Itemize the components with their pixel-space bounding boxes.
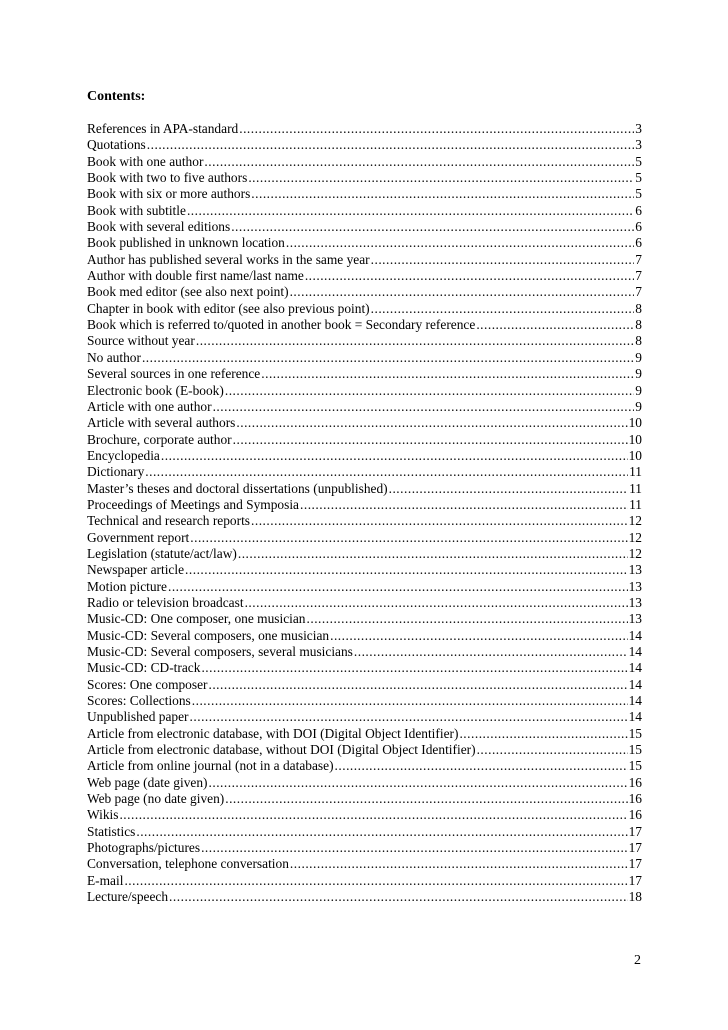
dot-leader: [169, 889, 628, 905]
dot-leader: [196, 333, 634, 349]
toc-entry-page: 12: [628, 529, 642, 545]
toc-entry[interactable]: [87, 644, 642, 660]
toc-entry-title: Article from electronic database, without DOI (Digital Object Identifier): [87, 742, 476, 758]
dot-leader: [136, 824, 627, 840]
dot-leader: [261, 366, 634, 382]
toc-entry[interactable]: [87, 513, 642, 529]
toc-entry-page: 10: [628, 415, 642, 431]
toc-entry-page: 16: [628, 774, 642, 790]
dot-leader: [307, 611, 628, 627]
toc-entry[interactable]: [87, 497, 642, 513]
toc-entry-title: Motion picture: [87, 578, 167, 594]
toc-entry-page: 6: [635, 202, 642, 218]
dot-leader: [201, 660, 627, 676]
toc-entry-title: Electronic book (E-book): [87, 382, 224, 398]
toc-entry-title: Photographs/pictures: [87, 840, 201, 856]
toc-entry-title: Proceedings of Meetings and Symposia: [87, 496, 299, 512]
toc-entry[interactable]: [87, 530, 642, 546]
toc-entry[interactable]: [87, 268, 642, 284]
toc-entry-title: Statistics: [87, 823, 136, 839]
toc-entry-page: 17: [628, 856, 642, 872]
toc-entry-title: Web page (no date given): [87, 791, 225, 807]
toc-entry[interactable]: [87, 186, 642, 202]
toc-entry-title: Article with one author: [87, 398, 212, 414]
dot-leader: [204, 154, 634, 170]
toc-entry-page: 14: [628, 676, 642, 692]
toc-entry[interactable]: [87, 284, 642, 300]
toc-entry-title: Technical and research reports: [87, 513, 251, 529]
toc-entry[interactable]: [87, 611, 642, 627]
toc-entry-page: 18: [628, 889, 642, 905]
page-number: 2: [634, 953, 641, 968]
toc-entry[interactable]: [87, 432, 642, 448]
toc-entry-title: Master’s theses and doctoral dissertations (unpublished): [87, 480, 388, 496]
dot-leader: [201, 840, 628, 856]
toc-entry[interactable]: [87, 628, 642, 644]
toc-entry-page: 9: [635, 366, 642, 382]
toc-entry-page: 13: [628, 611, 642, 627]
dot-leader: [286, 235, 634, 251]
toc-entry-title: Book with several editions: [87, 219, 231, 235]
toc-entry[interactable]: [87, 252, 642, 268]
toc-entry-page: 5: [635, 186, 642, 202]
toc-entry-title: Source without year: [87, 333, 195, 349]
toc-entry-page: 8: [635, 300, 642, 316]
toc-entry-title: Quotations: [87, 137, 146, 153]
toc-entry-title: Newspaper article: [87, 562, 185, 578]
toc-entry-page: 12: [628, 513, 642, 529]
toc-entry[interactable]: [87, 824, 642, 840]
toc-entry[interactable]: [87, 399, 642, 415]
toc-entry-page: 11: [629, 480, 642, 496]
toc-entry[interactable]: [87, 366, 642, 382]
toc-entry[interactable]: [87, 791, 642, 807]
toc-entry[interactable]: [87, 562, 642, 578]
toc-entry-title: Article from electronic database, with DOI (Digital Object Identifier): [87, 725, 459, 741]
toc-entry-page: 10: [628, 447, 642, 463]
toc-entry-title: Several sources in one reference: [87, 366, 261, 382]
toc-entry-page: 17: [628, 872, 642, 888]
toc-entry-page: 8: [635, 317, 642, 333]
toc-entry-title: Conversation, telephone conversation: [87, 856, 289, 872]
toc-entry-page: 7: [635, 268, 642, 284]
toc-entry-page: 5: [635, 153, 642, 169]
dot-leader: [209, 775, 628, 791]
toc-entry-title: Radio or television broadcast: [87, 594, 244, 610]
toc-entry[interactable]: [87, 121, 642, 137]
toc-entry-page: 13: [628, 578, 642, 594]
toc-entry-title: Music-CD: Several composers, one musician: [87, 627, 330, 643]
toc-entry[interactable]: [87, 660, 642, 676]
toc-entry[interactable]: [87, 726, 642, 742]
dot-leader: [371, 252, 635, 268]
dot-leader: [213, 399, 635, 415]
dot-leader: [245, 595, 628, 611]
toc-entry-title: Scores: One composer: [87, 676, 208, 692]
toc-entry-title: Government report: [87, 529, 190, 545]
toc-entry-title: Book with one author: [87, 153, 204, 169]
toc-entry-title: No author: [87, 349, 141, 365]
toc-entry-page: 8: [635, 333, 642, 349]
dot-leader: [477, 742, 628, 758]
toc-entry-page: 10: [628, 431, 642, 447]
toc-entry-page: 7: [635, 251, 642, 267]
dot-leader: [168, 579, 628, 595]
toc-entry[interactable]: [87, 333, 642, 349]
toc-entry-title: Scores: Collections: [87, 693, 191, 709]
dot-leader: [239, 121, 634, 137]
toc-entry-page: 14: [628, 627, 642, 643]
toc-entry[interactable]: [87, 840, 642, 856]
toc-entry-title: E-mail: [87, 872, 124, 888]
toc-entry-page: 13: [628, 562, 642, 578]
dot-leader: [185, 562, 628, 578]
toc-entry-title: Book published in unknown location: [87, 235, 285, 251]
toc-entry[interactable]: [87, 448, 642, 464]
dot-leader: [190, 530, 627, 546]
dot-leader: [187, 203, 634, 219]
toc-entry-title: Lecture/speech: [87, 889, 169, 905]
dot-leader: [251, 186, 634, 202]
table-of-contents: [87, 121, 642, 906]
toc-entry-title: Book with two to five authors: [87, 170, 248, 186]
dot-leader: [225, 383, 634, 399]
toc-entry[interactable]: [87, 415, 642, 431]
toc-entry-page: 3: [635, 121, 642, 136]
dot-leader: [354, 644, 628, 660]
toc-entry-title: Book med editor (see also next point): [87, 284, 289, 300]
toc-entry[interactable]: [87, 807, 642, 823]
toc-entry[interactable]: [87, 579, 642, 595]
dot-leader: [300, 497, 628, 513]
dot-leader: [190, 709, 628, 725]
dot-leader: [208, 677, 627, 693]
toc-entry-page: 14: [628, 709, 642, 725]
dot-leader: [225, 791, 627, 807]
toc-entry-title: Article from online journal (not in a database): [87, 758, 334, 774]
toc-entry-title: Chapter in book with editor (see also previous point): [87, 300, 370, 316]
toc-entry-page: 15: [628, 758, 642, 774]
dot-leader: [192, 693, 628, 709]
toc-entry-page: 13: [628, 594, 642, 610]
toc-entry-title: Unpublished paper: [87, 709, 189, 725]
toc-entry-page: 12: [628, 545, 642, 561]
toc-entry[interactable]: [87, 481, 642, 497]
dot-leader: [389, 481, 628, 497]
toc-entry[interactable]: [87, 595, 642, 611]
toc-entry[interactable]: [87, 154, 642, 170]
toc-entry-title: Music-CD: One composer, one musician: [87, 611, 306, 627]
toc-entry-page: 9: [635, 349, 642, 365]
toc-entry[interactable]: [87, 856, 642, 872]
toc-entry-page: 17: [628, 840, 642, 856]
dot-leader: [305, 268, 634, 284]
toc-entry-title: Brochure, corporate author: [87, 431, 232, 447]
dot-leader: [330, 628, 628, 644]
toc-entry-title: Legislation (statute/act/law): [87, 545, 237, 561]
toc-entry-page: 11: [629, 464, 642, 480]
toc-entry[interactable]: [87, 464, 642, 480]
dot-leader: [142, 350, 634, 366]
toc-entry[interactable]: [87, 693, 642, 709]
toc-entry-page: 11: [629, 496, 642, 512]
toc-entry-page: 7: [635, 284, 642, 300]
dot-leader: [145, 464, 628, 480]
toc-entry-page: 16: [628, 791, 642, 807]
toc-entry[interactable]: [87, 758, 642, 774]
contents-heading: Contents:: [87, 89, 146, 104]
toc-entry[interactable]: [87, 742, 642, 758]
toc-entry-title: Author with double first name/last name: [87, 268, 304, 284]
dot-leader: [238, 546, 628, 562]
toc-entry-page: 3: [635, 137, 642, 153]
toc-entry[interactable]: [87, 873, 642, 889]
dot-leader: [335, 758, 628, 774]
toc-entry[interactable]: [87, 219, 642, 235]
dot-leader: [290, 284, 635, 300]
toc-entry-page: 9: [635, 382, 642, 398]
toc-entry[interactable]: [87, 677, 642, 693]
dot-leader: [161, 448, 628, 464]
toc-entry-title: Article with several authors: [87, 415, 236, 431]
dot-leader: [459, 726, 627, 742]
toc-entry[interactable]: [87, 775, 642, 791]
toc-entry-title: Music-CD: Several composers, several musicians: [87, 644, 353, 659]
toc-entry[interactable]: [87, 235, 642, 251]
toc-entry-title: References in APA-standard: [87, 121, 239, 136]
toc-entry[interactable]: [87, 709, 642, 725]
dot-leader: [231, 219, 634, 235]
toc-entry-page: 17: [628, 823, 642, 839]
dot-leader: [236, 415, 627, 431]
toc-entry-title: Web page (date given): [87, 774, 208, 790]
toc-entry-title: Dictionary: [87, 464, 145, 480]
toc-entry-page: 14: [628, 644, 642, 659]
toc-entry-page: 6: [635, 235, 642, 251]
toc-entry-title: Music-CD: CD-track: [87, 660, 201, 676]
toc-entry[interactable]: [87, 137, 642, 153]
toc-entry-page: 6: [635, 219, 642, 235]
toc-entry-page: 14: [628, 693, 642, 709]
toc-entry-page: 15: [628, 725, 642, 741]
dot-leader: [290, 856, 628, 872]
toc-entry-page: 9: [635, 398, 642, 414]
dot-leader: [248, 170, 634, 186]
toc-entry[interactable]: [87, 203, 642, 219]
dot-leader: [233, 432, 628, 448]
toc-entry-page: 16: [628, 807, 642, 823]
dot-leader: [147, 137, 635, 153]
toc-entry-title: Author has published several works in the same year: [87, 251, 370, 267]
dot-leader: [119, 807, 627, 823]
toc-entry[interactable]: [87, 317, 642, 333]
dot-leader: [251, 513, 628, 529]
toc-entry-page: 15: [628, 742, 642, 758]
dot-leader: [371, 301, 635, 317]
dot-leader: [476, 317, 634, 333]
toc-entry-title: Book which is referred to/quoted in another book = Secondary reference: [87, 317, 476, 333]
toc-entry[interactable]: [87, 383, 642, 399]
toc-entry[interactable]: [87, 546, 642, 562]
toc-entry-page: 14: [628, 660, 642, 676]
toc-entry-title: Book with six or more authors: [87, 186, 251, 202]
toc-entry[interactable]: [87, 889, 642, 905]
toc-entry-page: 5: [635, 170, 642, 186]
toc-entry-title: Book with subtitle: [87, 202, 186, 218]
toc-entry[interactable]: [87, 350, 642, 366]
toc-entry[interactable]: [87, 170, 642, 186]
toc-entry-title: Encyclopedia: [87, 447, 160, 463]
toc-entry-title: Wikis: [87, 807, 119, 823]
dot-leader: [124, 873, 627, 889]
toc-entry[interactable]: [87, 301, 642, 317]
